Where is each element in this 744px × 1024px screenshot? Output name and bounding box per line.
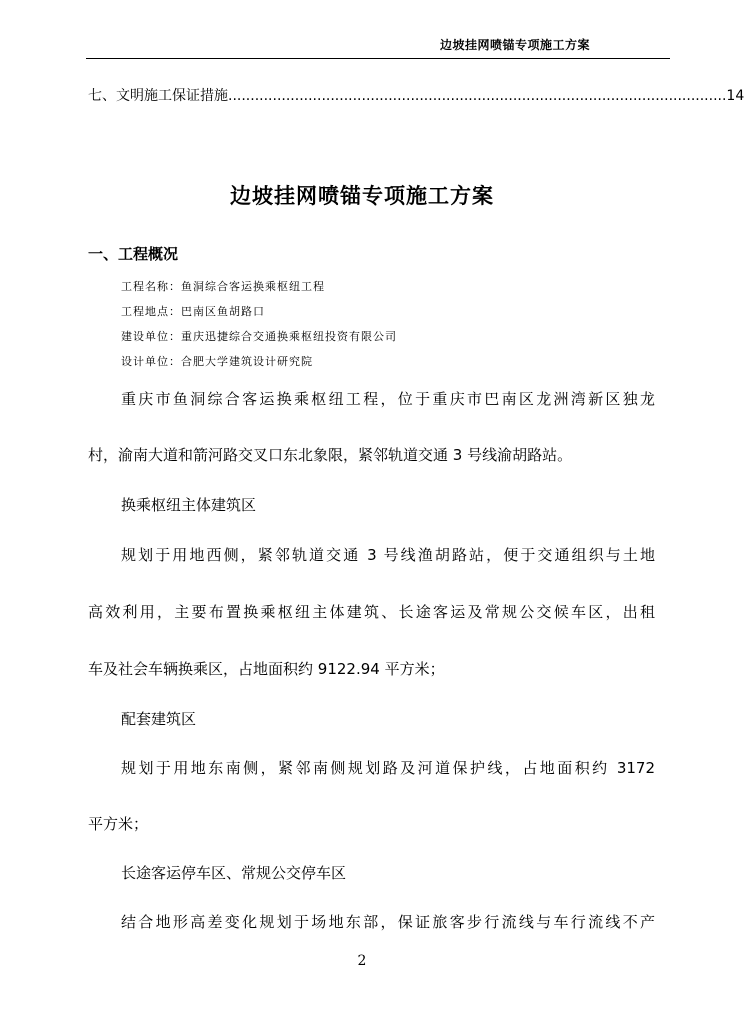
paragraph-line: 村，渝南大道和箭河路交叉口东北象限，紧邻轨道交通 3 号线渝胡路站。: [88, 446, 573, 464]
running-header: 边坡挂网喷锚专项施工方案: [439, 38, 590, 52]
paragraph-line: 重庆市鱼洞综合客运换乘枢纽工程，位于重庆市巴南区龙洲湾新区独龙: [121, 390, 655, 408]
paragraph-line: 车及社会车辆换乘区，占地面积约 9122.94 平方米；: [88, 660, 445, 678]
toc-leader-dots: ................................................................................................................: [228, 88, 727, 104]
subheading: 长途客运停车区、常规公交停车区: [121, 864, 347, 882]
paragraph-line: 平方米；: [88, 815, 149, 833]
subheading: 换乘枢纽主体建筑区: [121, 496, 257, 514]
paragraph-line: 结合地形高差变化规划于场地东部，保证旅客步行流线与车行流线不产: [121, 913, 655, 931]
paragraph-line: 规划于用地东南侧，紧邻南侧规划路及河道保护线，占地面积约 3172: [121, 759, 655, 777]
section-heading: 一、工程概况: [88, 245, 179, 263]
subheading: 配套建筑区: [121, 710, 197, 728]
construction-unit: 建设单位：重庆迅捷综合交通换乘枢纽投资有限公司: [121, 330, 397, 343]
project-name: 工程名称：鱼洞综合客运换乘枢纽工程: [121, 280, 325, 293]
toc-entry-page: 14: [726, 88, 744, 104]
paragraph-line: 规划于用地西侧，紧邻轨道交通 3 号线渔胡路站，便于交通组织与土地: [121, 546, 655, 564]
toc-entry-label: 七、文明施工保证措施: [88, 88, 228, 104]
header-divider: [86, 58, 670, 59]
design-unit: 设计单位：合肥大学建筑设计研究院: [121, 355, 313, 368]
project-location: 工程地点：巴南区鱼胡路口: [121, 305, 265, 318]
toc-entry[interactable]: [88, 85, 744, 105]
paragraph-line: 高效利用，主要布置换乘枢纽主体建筑、长途客运及常规公交候车区，出租: [88, 603, 655, 621]
document-title: 边坡挂网喷锚专项施工方案: [230, 184, 494, 208]
page-number: 2: [357, 953, 367, 969]
